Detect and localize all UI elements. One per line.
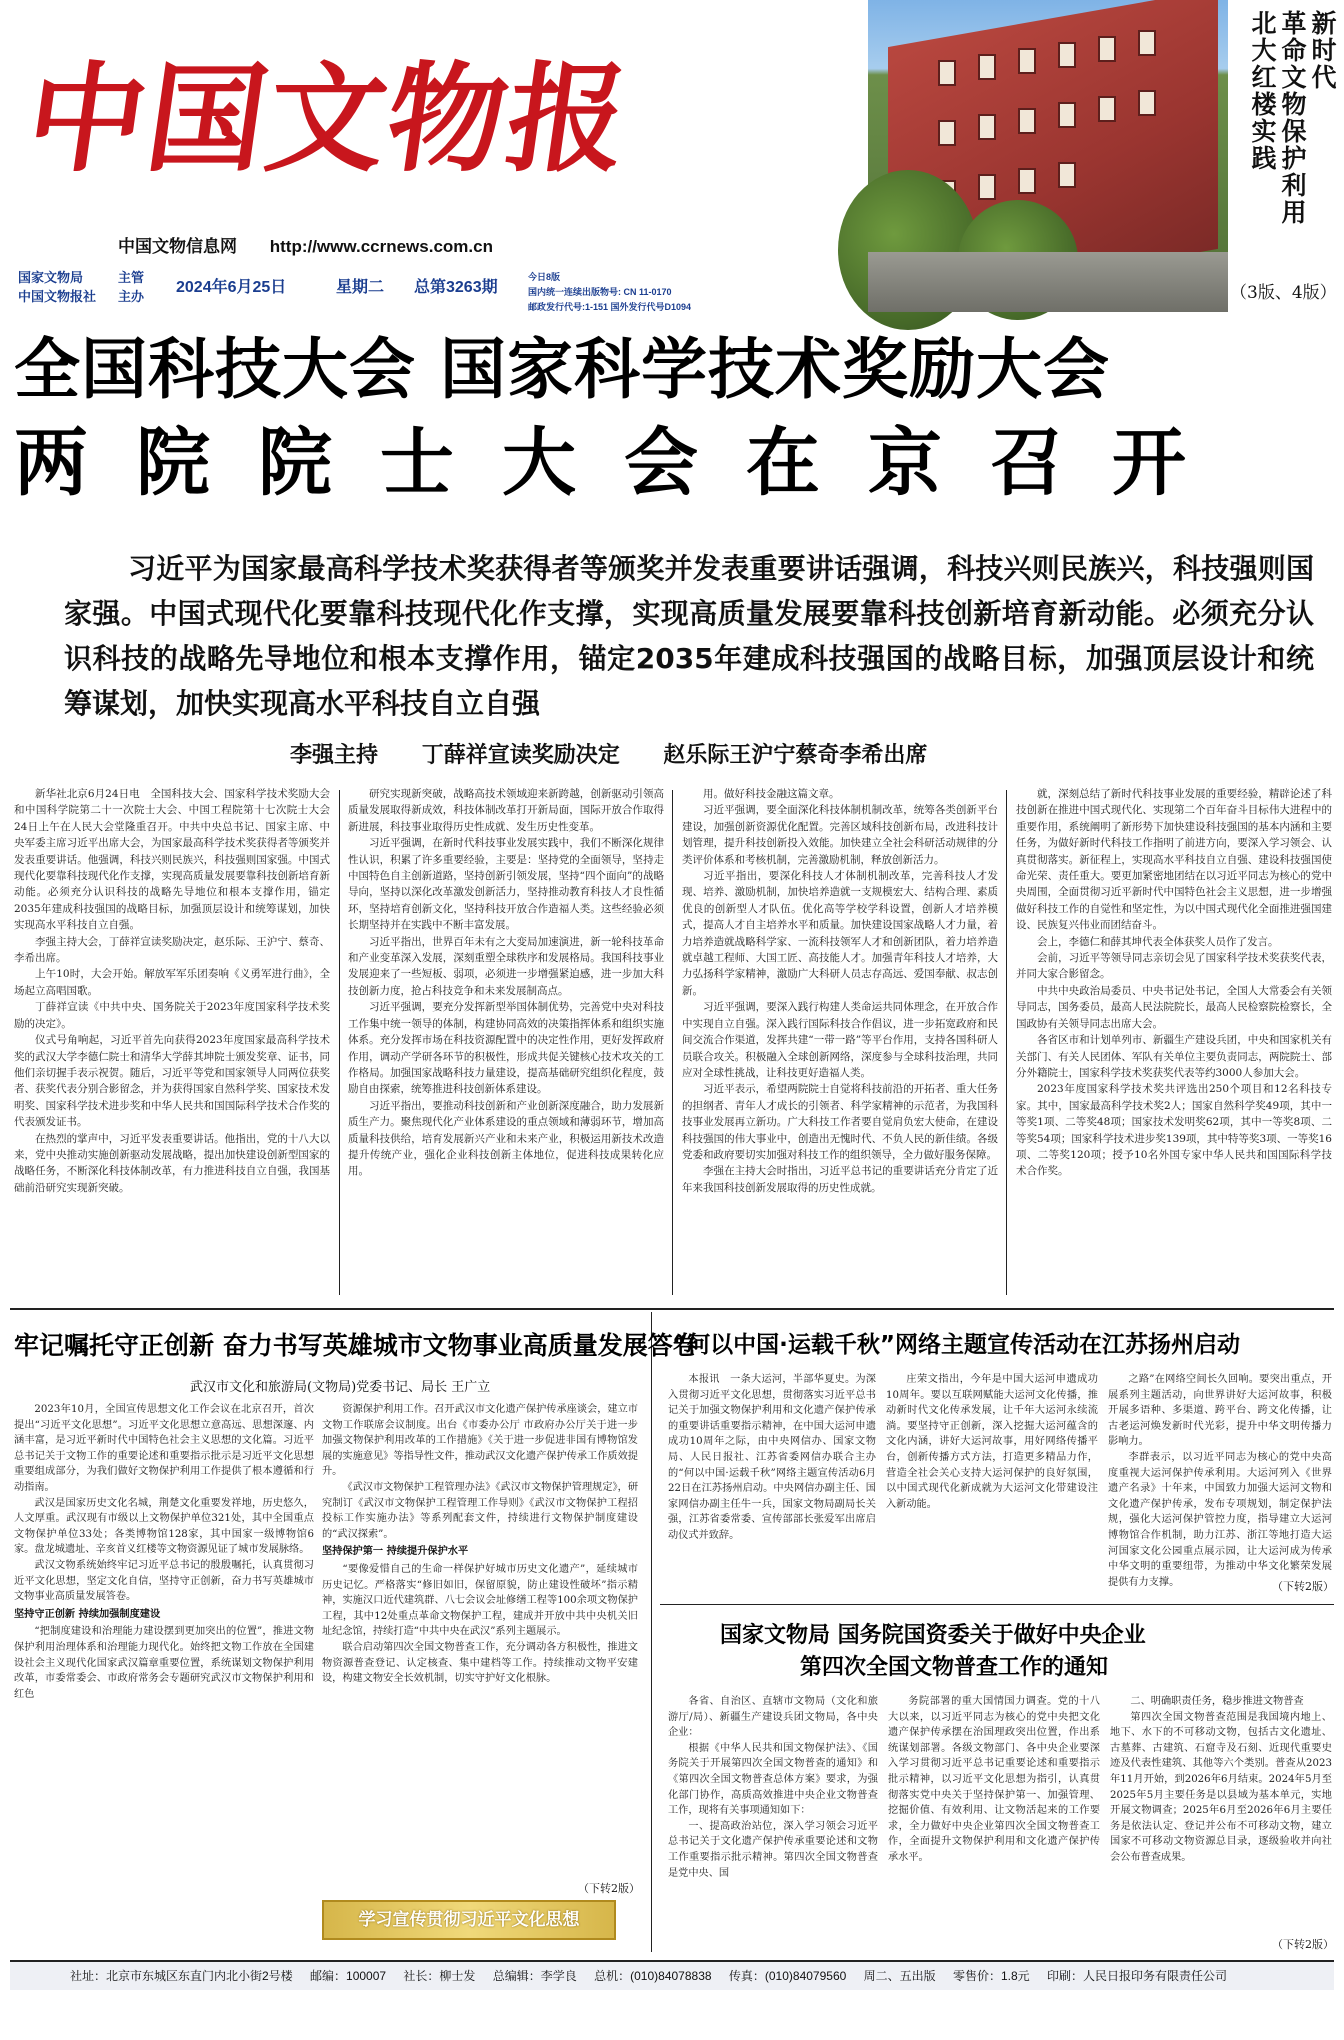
left-story-col-1 — [14, 1402, 314, 1894]
footer-phone: 总机：(010)84078838 — [594, 1969, 712, 1983]
notice-title-1: 国家文物局 国务院国资委关于做好中央企业 — [720, 1623, 1146, 1648]
paragraph: 2023年10月，全国宣传思想文化工作会议在北京召开，首次提出“习近平文化思想”。习近平文化思想立意高远、思想深邃、内涵丰富，是习近平新时代中国特色社会主义思想的文化篇。习近平总书记关于文物工作的重要论述和重要指示批示是习近平文化思想重要组成部分，为我们做好文物保护利用工作提供了根本遵循和行动指南。 — [14, 1404, 314, 1493]
side-title-line-2: 革命文物保护利用 — [1281, 9, 1307, 227]
side-title-line-3: 北大红楼实践 — [1251, 9, 1277, 173]
subdeck-1: 李强主持 — [290, 742, 379, 768]
subdeck-3: 赵乐际王沪宁蔡奇李希出席 — [663, 742, 928, 768]
headline-subdeck — [290, 738, 1190, 769]
side-feature-title — [1228, 10, 1340, 310]
paragraph: 各省区市和计划单列市、新疆生产建设兵团，中央和国家机关有关部门、有关人民团体、军队有关单位主要负责同志，两院院士、部分外籍院士，国家科学技术奖获奖代表等约3000人参加大会。 — [1016, 1034, 1332, 1079]
paragraph: 务院部署的重大国情国力调查。党的十八大以来，以习近平同志为核心的党中央把文化遗产保护传承摆在治国理政突出位置，作出系统谋划部署。各级文物部门、各中央企业要深入学习贯彻习近平总书记重要论述和重要指示批示精神，以习近平文化思想为指引，认真贯彻落实党中央关于坚持保护第一、加强管理、挖掘价值、有效利用、让文物活起来的工作要求，全力做好中央企业第四次全国文物普查工作，全面提升文物保护利用和文化遗产保护传承水平。 — [888, 1696, 1100, 1863]
left-story-byline: 武汉市文化和旅游局(文物局)党委书记、局长 王广立 — [190, 1380, 491, 1395]
paragraph: “要像爱惜自己的生命一样保护好城市历史文化遗产”，延续城市历史记忆。严格落实“修旧如旧，保留原貌，防止建设性破坏”指示精神，实施汉口近代建筑群、八七会议会址修缮工程等100余项文物保护工程，其中12处重点革命文物保护工程，建成并开放中共中央机关旧址纪念馆，持续打造“中共中央在武汉”系列主题展示。 — [322, 1563, 638, 1638]
paragraph: 一、提高政治站位，深入学习领会习近平总书记关于文化遗产保护传承重要论述和文物工作重要指示批示精神。第四次全国文物普查是党中央、国 — [668, 1820, 878, 1879]
footer-postcode: 邮编：100007 — [310, 1969, 387, 1983]
info-bar — [18, 266, 692, 324]
sponsor-2: 中国文物报社 — [18, 289, 97, 304]
paragraph: 用。做好科技金融这篇文章。 — [703, 788, 840, 800]
notice-col-3 — [1110, 1694, 1332, 1938]
footer-director: 社长：柳士发 — [403, 1969, 476, 1983]
pages-today: 今日8版 — [528, 272, 561, 282]
notice-col-1 — [668, 1694, 878, 1952]
red-building-photo — [868, 0, 1228, 312]
paragraph: 李强在主持大会时指出，习近平总书记的重要讲话充分肯定了近年来我国科技创新发展取得的历史性成就。 — [682, 1165, 998, 1194]
right-story-col-1 — [668, 1372, 876, 1594]
paragraph: 中共中央政治局委员、中央书记处书记，全国人大常委会有关领导同志，国务委员，最高人民法院院长，最高人民检察院检察长，全国政协有关领导同志出席大会。 — [1016, 984, 1332, 1030]
issue-date: 2024年6月25日 — [176, 279, 287, 296]
cn-number: 国内统一连续出版物号: CN 11-0170 — [528, 287, 672, 297]
main-story-col-4 — [1016, 786, 1332, 1302]
paragraph: 根据《中华人民共和国文物保护法》、《国务院关于开展第四次全国文物普查的通知》和《第四次全国文物普查总体方案》要求，为强化部门协作，高质高效推进中央企业文物普查工作，现将有关事项通知如下： — [668, 1742, 878, 1817]
main-story-col-1 — [14, 786, 330, 1302]
notice-col-2 — [888, 1694, 1100, 1952]
main-story-col-3 — [682, 786, 998, 1302]
sponsor-1: 国家文物局 — [18, 270, 84, 285]
paragraph: 资源保护利用工作。召开武汉市文化遗产保护传承座谈会，建立市文物工作联席会议制度。出台《市委办公厅 市政府办公厅关于进一步加强文物保护利用改革的工作措施》《关于进一步促进非国有博物馆发展的实施意见》等指导性文件，推动武汉文化遗产保护传承工作质效提升。 — [322, 1404, 638, 1478]
paragraph: 习近平强调，要全面深化科技体制机制改革，统筹各类创新平台建设，加强创新资源优化配置。完善区域科技创新布局，改进科技计划管理，提升科技创新投入效能。加快建立全社会科研活动规律的分类评价体系和考核机制，完善激励机制，释放创新活力。 — [682, 804, 998, 866]
notice-title-2: 第四次全国文物普查工作的通知 — [800, 1655, 1109, 1680]
paragraph: 在热烈的掌声中，习近平发表重要讲话。他指出，党的十八大以来，党中央推动实施创新驱动发展战略，提出加快建设创新型国家的战略任务，不断深化科技体制改革，有力推进科技自立自强，我国基础前沿研究实现新突破。 — [14, 1132, 330, 1194]
sponsor-role-2: 主办 — [118, 289, 145, 304]
site-name: 中国文物信息网 — [118, 237, 237, 256]
paragraph: 习近平强调，在新时代科技事业发展实践中，我们不断深化规律性认识，积累了许多重要经验，主要是：坚持党的全面领导，坚持走中国特色自主创新道路，坚持创新引领发展，坚持“四个面向”的战略导向，坚持以深化改革激发创新活力，坚持推动教育科技人才良性循环，坚持培育创新文化，坚持科技开放合作造福人类。这些经验必须长期坚持并在实践中不断丰富发展。 — [348, 837, 664, 932]
masthead — [18, 8, 868, 320]
section-subhead: 坚持守正创新 持续加强制度建设 — [14, 1607, 161, 1620]
section-subhead: 坚持保护第一 持续提升保护水平 — [322, 1545, 469, 1558]
footer-editor: 总编辑：李学良 — [492, 1969, 577, 1983]
paragraph: 习近平指出，要深化科技人才体制机制改革，完善科技人才发现、培养、激励机制，加快培养造就一支规模宏大、结构合理、素质优良的创新型人才队伍。优化高等学校学科设置，创新人才培养模式，提高人才自主培养水平和质量。加快建设国家战略人才力量，着力培养造就战略科学家、一流科技领军人才和创新团队，着力培养造就卓越工程师、大国工匠、高技能人才。加强青年科技人才培养，大力弘扬科学家精神，激励广大科研人员志存高远、爱国奉献、叔志创新。 — [682, 870, 998, 997]
publication-numbers — [528, 270, 691, 315]
sponsor-roles — [118, 268, 144, 306]
paragraph: “把制度建设和治理能力建设摆到更加突出的位置”，推进文物保护利用治理体系和治理能力现代化。始终把文物工作放在全国建设社会主义现代化国家武汉篇章重要位置，系统谋划文物保护利用改革，市委常委会、市政府常务会专题研究武汉市文物保护利用和红色 — [14, 1626, 314, 1700]
right-story-continued: （下转2版） — [1272, 1580, 1334, 1593]
footer-issue-days: 周二、五出版 — [863, 1969, 936, 1983]
main-story-col-2 — [348, 786, 664, 1302]
newspaper-logo: 中国文物报 — [18, 49, 638, 188]
study-banner: 学习宣传贯彻习近平文化思想 — [322, 1900, 616, 1940]
paragraph: 二、明确职责任务，稳步推进文物普查 — [1130, 1696, 1304, 1707]
site-url[interactable]: http://www.ccrnews.com.cn — [269, 237, 493, 256]
paragraph: 就，深刻总结了新时代科技事业发展的重要经验，精辟论述了科技创新在推进中国式现代化、实现第二个百年奋斗目标伟大进程中的重要作用，系统阐明了新形势下加快建设科技强国的基本内涵和主要任务，为做好新时代科技工作指明了前进方向，要深入学习领会、认真贯彻落实。新征程上，实现高水平科技自立自强、建设科技强国使命光荣、责任重大。要更加紧密地团结在以习近平同志为核心的党中央周围，全面贯彻习近平新时代中国特色社会主义思想，进一步增强做好科技工作的自觉性和坚定性，为以中国式现代化全面推进强国建设、民族复兴伟业而团结奋斗。 — [1016, 788, 1332, 932]
paragraph: 习近平指出，要推动科技创新和产业创新深度融合，助力发展新质生产力。聚焦现代化产业体系建设的重点领域和薄弱环节，增加高质量科技供给，培育发展新兴产业和未来产业，积极运用新技术改造提升传统产业，强化企业科技创新主体地位，促进科技成果转化应用。 — [348, 1099, 664, 1178]
paragraph: 2023年度国家科学技术奖共评选出250个项目和12名科技专家。其中，国家最高科学技术奖2人；国家自然科学奖49项，其中一等奖1项、二等奖48项；国家技术发明奖62项，其中一等奖8项、二等奖54项；国家科学技术进步奖139项，其中特等奖3项、一等奖16项、二等奖120项；授予10名外国专家中华人民共和国国际科学技术合作奖。 — [1016, 1083, 1332, 1178]
paragraph: 第四次全国文物普查范围是我国境内地上、地下、水下的不可移动文物，包括古文化遗址、古墓葬、古建筑、石窟寺及石刻、近现代重要史迹及代表性建筑、其他等六个类别。普查从2023年11月开始，到2026年6月结束。2024年5月至2025年5月主要任务是以县域为基本单元，实地开展文物调查；2025年6月至2026年6月主要任务是依法认定、登记并公布不可移动文物，建立国家不可移动文物资源总目录，逐级验收并向社会公布普查成果。 — [1110, 1711, 1332, 1863]
side-title-line-1: 新时代 — [1311, 9, 1337, 92]
sponsor-role-1: 主管 — [118, 270, 145, 285]
subdeck-2: 丁薛祥宣读奖励决定 — [421, 742, 620, 768]
notice-continued: （下转2版） — [1272, 1938, 1334, 1951]
headline-line-1: 全国科技大会 国家科学技术奖励大会 — [14, 331, 1110, 408]
paragraph: 上午10时，大会开始。解放军军乐团奏响《义勇军进行曲》，全场起立高唱国歌。 — [14, 968, 330, 997]
left-story-col-2 — [322, 1402, 638, 1890]
issue-number: 总第3263期 — [414, 279, 498, 296]
paragraph: 李强主持大会，丁薛祥宣读奖励决定，赵乐际、王沪宁、蔡奇、李希出席。 — [14, 935, 330, 965]
paragraph: 武汉文物系统始终牢记习近平总书记的殷殷嘱托，认真贯彻习近平文化思想，坚定文化自信，坚持守正创新，奋力书写英雄城市文物事业高质量发展答卷。 — [14, 1559, 314, 1603]
footer-printer: 印刷：人民日报印务有限责任公司 — [1047, 1969, 1228, 1983]
right-story-title: “何以中国·运载千秋”网络主题宣传活动在江苏扬州启动 — [672, 1332, 1240, 1358]
footer — [10, 1960, 1334, 1990]
paragraph: 本报讯 一条大运河，半部华夏史。为深入贯彻习近平文化思想，贯彻落实习近平总书记关于加强文物保护利用和文化遗产保护传承的重要讲话重要指示精神，在中国大运河申遗成功10周年之际，由中央网信办、国家文物局、人民日报社、江苏省委网信办联合主办的“何以中国·运载千秋”网络主题宣传活动6月22日在江苏扬州启动。中央网信办副主任、国家网信办副主任牛一兵，国家文物局副局长关强，江苏省委常委、宣传部部长张爱军出席启动仪式并致辞。 — [668, 1374, 876, 1541]
paragraph: 会上，李德仁和薛其坤代表全体获奖人员作了发言。 — [1037, 935, 1279, 948]
right-story-col-2 — [886, 1372, 1098, 1594]
headline-deck: 习近平为国家最高科学技术奖获得者等颁奖并发表重要讲话强调，科技兴则民族兴，科技强则国家强。中国式现代化要靠科技现代化作支撑，实现高质量发展要靠科技创新培育新动能。必须充分认识科技的战略先导地位和根本支撑作用，锚定2035年建成科技强国的战略目标，加强顶层设计和统筹谋划，加快实现高水平科技自立自强 — [64, 552, 1314, 720]
footer-fax: 传真：(010)84079560 — [728, 1969, 847, 1983]
road — [868, 252, 1228, 312]
paragraph: 《武汉市文物保护工程管理办法》《武汉市文物保护管理规定》，研究制订《武汉市文物保护工程管理工作导则》《武汉市文物保护工程招投标工作实施办法》等系列配套文件，持续进行文物保护制度建设的“武汉探索”。 — [322, 1481, 638, 1540]
headline-line-2: 两院院士大会在京召开 — [14, 420, 1234, 506]
paragraph: 习近平指出，世界百年未有之大变局加速演进，新一轮科技革命和产业变革深入发展，深刻重塑全球秩序和发展格局。我国科技事业发展迎来了一些短板、弱项，必须进一步增强紧迫感，进一步加大科技创新力度，抢占科技竞争和未来发展制高点。 — [348, 935, 664, 997]
paragraph: 丁薛祥宣读《中共中央、国务院关于2023年度国家科学技术奖励的决定》。 — [14, 1001, 330, 1030]
side-title-pages: （3版、4版） — [1230, 283, 1337, 303]
footer-price: 零售价：1.8元 — [953, 1969, 1030, 1983]
paragraph: 研究实现新突破，战略高技术领域迎来新跨越，创新驱动引领高质量发展取得新成效，科技体制改革打开新局面，国际开放合作取得新进展，科技事业取得历史性成就、发生历史性变革。 — [348, 788, 664, 833]
paragraph: 习近平表示，希望两院院士自觉将科技前沿的开拓者、重大任务的担纲者、青年人才成长的引领者、科学家精神的示范者，为我国科技事业发展再立新功。广大科技工作者要自觉肩负宏大使命，在建设科技强国的伟大事业中，创造出无愧时代、不负人民的新佳绩。各级党委和政府要切实加强对科技工作的组织领导，全力做好服务保障。 — [682, 1083, 998, 1161]
paragraph: 习近平强调，要深入践行构建人类命运共同体理念，在开放合作中实现自立自强。深入践行国际科技合作倡议，进一步拓宽政府和民间交流合作渠道，发挥共建“一带一路”等平台作用，支持各国科研人员联合攻关。积极融入全球创新网络，深度参与全球科技治理，共同应对全球性挑战，让科技更好造福人类。 — [682, 1001, 998, 1079]
left-story-continued: （下转2版） — [578, 1882, 640, 1895]
sponsors — [18, 268, 96, 306]
weekday: 星期二 — [336, 279, 385, 296]
postal-code: 邮政发行代号:1-151 国外发行代号D1094 — [528, 302, 692, 312]
site-line — [118, 232, 521, 257]
paragraph: 会前，习近平等领导同志亲切会见了国家科学技术奖获奖代表，并同大家合影留念。 — [1016, 952, 1332, 981]
paragraph: 各省、自治区、直辖市文物局（文化和旅游厅/局）、新疆生产建设兵团文物局，各中央企业： — [668, 1696, 878, 1739]
paragraph: 仪式号角响起，习近平首先向获得2023年度国家最高科学技术奖的武汉大学李德仁院士和清华大学薛其坤院士颁发奖章、证书，同他们亲切握手表示祝贺。随后，习近平等党和国家领导人同两位获奖者、获奖代表分别合影留念，并为获得国家自然科学奖、国家技术发明奖、国家科学技术进步奖和中华人民共和国国际科学技术合作奖的代表颁发证书。 — [14, 1034, 330, 1129]
paragraph: 武汉是国家历史文化名城，荆楚文化重要发祥地，历史悠久，人文厚重。武汉现有市级以上文物保护单位321处，其中全国重点文物保护单位33处；各类博物馆128家，其中国家一级博物馆6家。盘龙城遗址、辛亥首义红楼等文物资源见证了城市发展脉络。 — [14, 1497, 314, 1556]
paragraph: 李群表示，以习近平同志为核心的党中央高度重视大运河保护传承利用。大运河列入《世界遗产名录》十年来，中国致力加强大运河文物和文化遗产保护传承，发布专项规划，制定保护法规，强化大运河保护管控力度，指导建立大运河博物馆合作机制，助力江苏、浙江等地打造大运河国家文化公园重点展示园，让大运河成为传承中华文明的重要纽带，为推动中华文化繁荣发展提供有力支撑。 — [1108, 1451, 1332, 1588]
paragraph: 之路”在网络空间长久回响。要突出重点，开展系列主题活动，向世界讲好大运河故事，积极开展多语种、多渠道、跨平台、跨文化传播，让古老运河焕发新时代光彩，提升中华文明传播力影响力。 — [1108, 1374, 1332, 1448]
paragraph: 庄荣文指出，今年是中国大运河申遗成功10周年。要以互联网赋能大运河文化传播，推动新时代文化传承发展，让千年大运河永续流淌。要坚持守正创新，深入挖掘大运河蕴含的文化内涵，讲好大运河故事，用好网络传播平台，创新传播方式方法，打造更多精品力作，营造全社会关心支持大运河保护的良好氛围，以中国式现代化新成就为大运河文化带建设注入新动能。 — [886, 1374, 1098, 1510]
paragraph: 新华社北京6月24日电 全国科技大会、国家科学技术奖励大会和中国科学院第二十一次院士大会、中国工程院第十七次院士大会24日上午在人民大会堂隆重召开。中共中央总书记、国家主席、中央军委主席习近平出席大会，为国家最高科学技术奖获得者等颁奖并发表重要讲话。他强调，科技兴则民族兴，科技强则国家强。中国式现代化要靠科技现代化作支撑，实现高质量发展要靠科技创新培育新动能。必须充分认识科技的战略先导地位和根本支撑作用，锚定2035年建成科技强国的战略目标，加强顶层设计和统筹谋划，加快实现高水平科技自立自强。 — [14, 788, 330, 932]
paragraph: 联合启动第四次全国文物普查工作，充分调动各方积极性，推进文物资源普查登记、认定核查、集中建档等工作。持续推动文物平安建设，构建文物安全长效机制，切实守护好文化根脉。 — [322, 1641, 638, 1685]
paragraph: 习近平强调，要充分发挥新型举国体制优势，完善党中央对科技工作集中统一领导的体制，构建协同高效的决策指挥体系和组织实施体系。充分发挥市场在科技资源配置中的决定性作用，更好发挥政府作用，调动产学研各环节的积极性，形成共促关键核心技术攻关的工作格局。加强国家战略科技力量建设，提高基础研究组织化程度，鼓励自由探索，统筹推进科技创新体系建设。 — [348, 1001, 664, 1096]
left-story-title: 牢记嘱托守正创新 奋力书写英雄城市文物事业高质量发展答卷 — [14, 1331, 698, 1360]
footer-address: 社址：北京市东城区东直门内北小街2号楼 — [70, 1969, 293, 1983]
